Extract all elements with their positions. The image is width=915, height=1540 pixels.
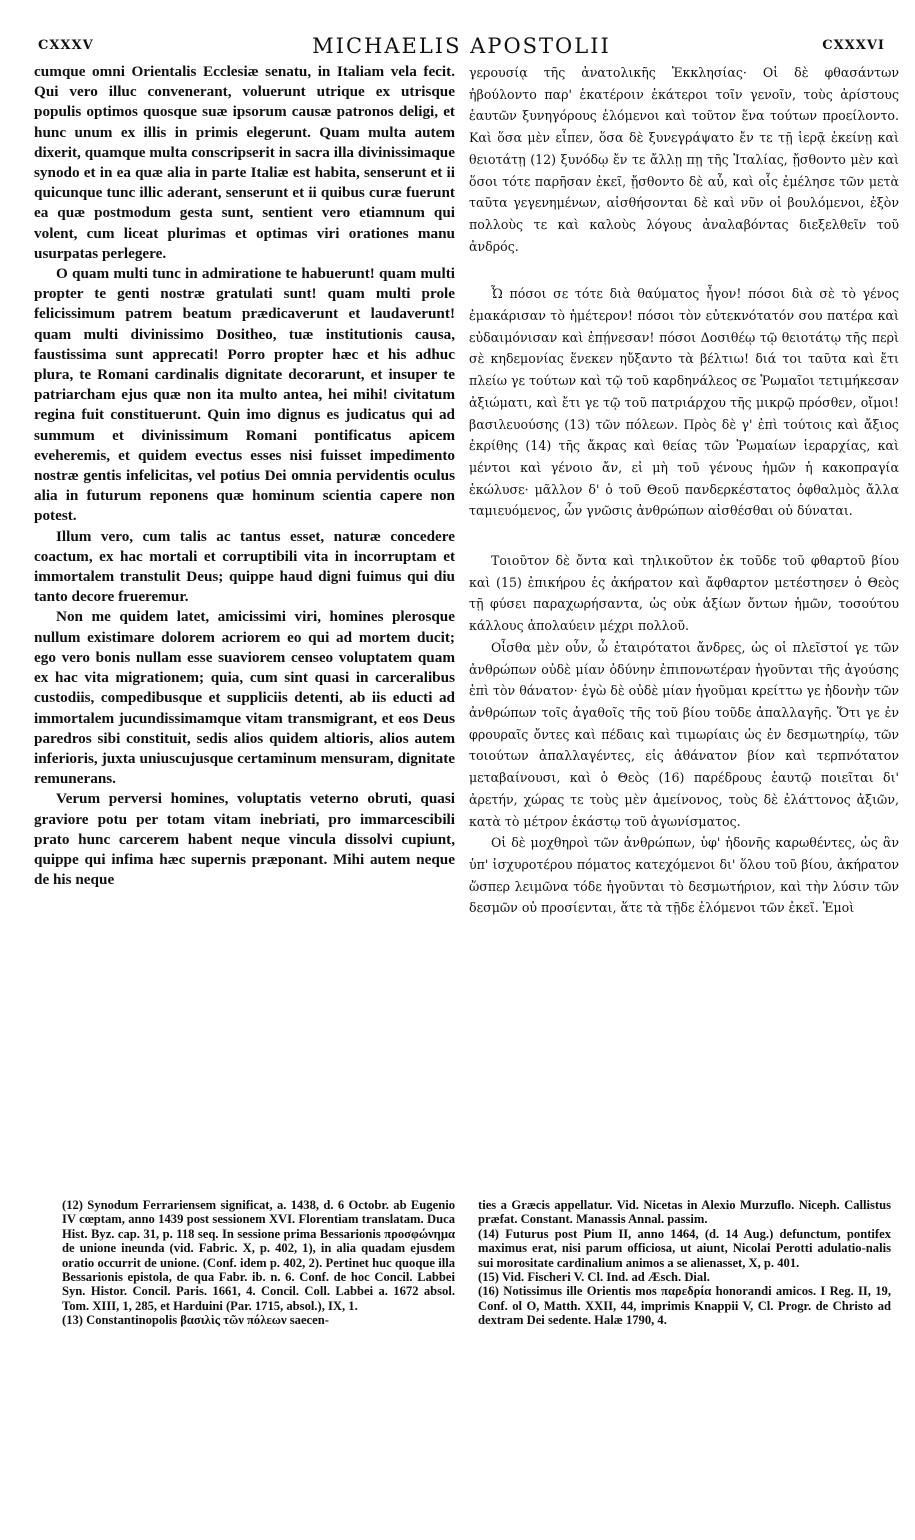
latin-paragraph: Verum perversi homines, voluptatis veterno obruti, quasi graviore potu per totam vitam inebriati, pro immarcescibili prato hunc carcerem habent neque vincula dissolvi cupiunt, quippe qui infima hæc supernis præponant. Mihi autem neque de his neque [34,790,455,889]
footnote: (12) Synodum Ferrariensem significat, a. 1438, d. 6 Octobr. ab Eugenio IV cœptam, anno 1439 post sessionem XVI. Florentiam translatam. Duca Hist. Byz. cap. 31, p. 118 seq. In sessione prima Bessarionis προσφώνημα de unione ineunda (vid. Fabric. X, p. 402, 1), in alia quadam ejusdem oratio occurrit de unione. (Conf. idem p. 402, 2). Pertinet huc quoque illa Bessarionis epistola, de qua Fabr. ib. n. 6. Conf. de hoc Concil. Labbei Syn. Histor. Concil. Paris. 1661, 4. Concil. Coll. Labbei a. 1672 absol. Tom. XIII, 1, 285, et Harduini (Par. 1715, absol.), IX, 1. [62,1198,455,1313]
footnote: (15) Vid. Fischeri V. Cl. Ind. ad Æsch. Dial. [478,1270,710,1285]
latin-paragraph: Illum vero, cum talis ac tantus esset, naturæ concedere coactum, ex hac mortali et corruptibili vita in incorruptam et immortalem transtulit Deus; quippe haud digni fuimus qui diu tanto decore frueremur. [34,527,455,606]
greek-paragraph: Τοιοῦτον δὲ ὄντα καὶ τηλικοῦτον ἐκ τοῦδε τοῦ φθαρτοῦ βίου καὶ (15) ἐπικήρου ἐς ἀκήρατον καὶ ἄφθαρτον μετέστησεν ὁ Θεὸς τῇ φύσει παραχωρήσαντα, ὡς οὐκ ἀξίων ὄντων ἡμῶν, τοσούτου κάλλους ἀπολαύειν μέχρι πολλοῦ. [469,553,899,634]
footnote: (13) Constantinopolis βασιλὶς τῶν πόλεων saecen- [62,1313,329,1328]
greek-column [469,62,899,1180]
greek-paragraph: Οἱ δὲ μοχθηροὶ τῶν ἀνθρώπων, ὑφ' ἡδονῆς καρωθέντες, ὡς ἂν ὑπ' ἰσχυροτέρου πόματος κατεχόμενοι δι' ὅλου τοῦ βίου, ἀκήρατον ὥσπερ λειμῶνα τόδε ἡγοῦνται τὸ δεσμωτήριον, καὶ τὴν λύσιν τῶν δεσμῶν οὐ προσίενται, ἅτε τὰ τῇδε ἑλόμενοι τῶν ἐκεῖ. Ἐμοὶ [469,835,899,916]
greek-paragraph: γερουσίᾳ τῆς ἀνατολικῆς Ἐκκλησίας· Οἱ δὲ φθασάντων ἠβούλοντο παρ' ἑκατέροιν ἑκάτεροι τοῖν γενοῖν, τοὺς ἀρίστους ἑαυτῶν ξυνηγόρους ἑλόμενοι καὶ τοῦτον ἕνα τούτων προείλοντο. Καὶ ὅσα μὲν εἶπεν, ὅσα δὲ ξυνεγράψατο ἔν τε τῇ ἱερᾷ ἐκείνῃ καὶ θειοτάτῃ (12) ξυνόδῳ ἔν τε ἄλλῃ πῃ τῆς Ἰταλίας, ᾔσθοντο μὲν καὶ ὅσοι τότε παρῆσαν ἐκεῖ, ᾔσθοντο δὲ αὖ, καὶ οἷς ἐμέλησε τῶν μετὰ ταῦτα γεγενημένων, αἰσθήσονται δὲ καὶ νῦν οἱ βουλόμενοι, ἐξὸν πολλοὺς τε καὶ καλοὺς λόγους ἀναλαβόντας διεξελθεῖν τοῦ ἀνδρός. [469,65,899,254]
greek-paragraph: Ὦ πόσοι σε τότε διὰ θαύματος ἦγον! πόσοι διὰ σὲ τὸ γένος ἐμακάρισαν τὸ ἡμέτερον! πόσοι τὸν εὐτεκνότατόν σου πατέρα καὶ εὐδαιμόνισαν καὶ ἐπῄνεσαν! πόσοι Δοσιθέῳ τῷ θειοτάτῳ τῆς περὶ σὲ κηδεμονίας ἕνεκεν ηὔξαντο τὰ βέλτιω! διά τοι ταῦτα καὶ ἔτι πλείω γε τούτων καὶ τῷ τοῦ καρδηνάλεος σε Ῥωμαῖοι τετιμήκεσαν ἀξιώματι, καὶ ἔτι γε τῷ τοῦ πατριάρχου τῆς μικρῷ πρόσθεν, οἴμοι! βασιλευούσης (13) τῶν πόλεων. Πρὸς δὲ γ' ἐπὶ τούτοις καὶ ἄξιος ἐκρίθης (14) τῆς ἄκρας καὶ θείας τῶν Ῥωμαίων ἱεραρχίας, καὶ μέντοι καὶ γένοιο ἄν, εἰ μὴ τοῦ γένους ἡμῶν ἡ κακοπραγία ἐκώλυσε· μᾶλλον δ' ὁ τοῦ Θεοῦ πανδερκέστατος ὀφθαλμὸς ἄλλα ταμιευόμενος, ὧν γνῶσις ἀνθρώπων αἰσθέσθαι οὐ δύναται. [469,286,899,519]
running-header [38,34,885,64]
latin-paragraph: Non me quidem latet, amicissimi viri, homines plerosque nullum existimare dolorem acriorem eo qui ad mortem ducit; ego vero bonis nullam esse suaviorem censeo voluptatem quam ex hac vita migrationem; quia, cum sint quasi in carceralibus custodiis, compedibusque et suppliciis detenti, ab iis educti ad immortalem jucundissimamque vitam transmigrant, et eos Deus paredros sibi constituit, sedis alios quidem altioris, alios autem inferioris, juxta uniuscujusque certaminum mensuram, dignitate remunerans. [34,608,455,788]
footnote: ties a Græcis appellatur. Vid. Nicetas in Alexio Murzuflo. Niceph. Callistus præfat. Constant. Manassis Annal. passim. [478,1198,891,1227]
footnote: (14) Futurus post Pium II, anno 1464, (d. 14 Aug.) defunctum, pontifex maximus erat, nisi parum officiosa, ut aiunt, Nicolai Perotti adulatio-nalis sui morositate cardinalium animos a se alienasset, X, p. 401. [478,1226,891,1270]
footnote: (16) Notissimus ille Orientis mos παρεδρία honorandi amicos. I Reg. II, 19, Conf. ol O, Matth. XXII, 44, imprimis Knappii V, Cl. Progr. de Christo ad dextram Dei sedente. Halæ 1790, 4. [478,1284,891,1328]
greek-paragraph: Οἶσθα μὲν οὖν, ὦ ἑταιρότατοι ἄνδρες, ὡς οἱ πλεῖστοί γε τῶν ἀνθρώπων οὐδὲ μίαν ὀδύνην ἐπιπονωτέραν ἡγοῦνται τῆς ἀγούσης ἐπὶ τὸν θάνατον· ἐγὼ δὲ οὐδὲ μίαν ἡγοῦμαι κρείττω γε ἡδονὴν τῶν ἀνθρώπων τοῖς ἀγαθοῖς τῆς τοῦ βίου τοῦδε ἀπαλλαγῆς. Ὅτι γε ἐν φρουραῖς ὄντες καὶ πέδαις καὶ τιμωρίαις ὡς ἐν δεσμωτηρίῳ, τῶν τοιούτων ἀπαλλαγέντες, εἰς ἀθάνατον βίον καὶ τερπνότατον μεταβαίνουσι, καὶ ὁ Θεὸς (16) παρέδρους ἑαυτῷ ποιεῖται δι' ἀρετήν, χώρας τε τοὺς μὲν ἀμείνονος, τοὺς δὲ ἐλάττονος ἀξιῶν, κατὰ τὸ μέτρον ἑκάστῳ τοῦ ἀγωνίσματος. [469,639,899,829]
footnotes-right [478,1198,891,1498]
footnotes-left [62,1198,455,1498]
latin-paragraph: O quam multi tunc in admiratione te habuerunt! quam multi propter te genti nostræ gratulati sunt! quam multi prole felicissimum patrem beatum prædicaverunt et laudaverunt! quam multi divinissimo Dositheo, tuæ institutionis causa, faustissima sunt apprecati! Porro propter hæc et his adhuc plura, te Romani cardinalis dignitate decorarunt, et insuper te patriarcham ejus quæ non ita multo antea, hei mihi! civitatum regina fuit constituerunt. Quin imo dignus es judicatus qui ad summum et divinissimum Romani pontificatus apicem eveheremis, et quidem evectus esses nisi fuisset impedimento nostræ gentis infelicitas, vel potius Dei omnia pervidentis oculus alia in futurum reponens quæ hominum scientia capere non potest. [34,265,455,525]
latin-paragraph: cumque omni Orientalis Ecclesiæ senatu, in Italiam vela fecit. Qui vero illuc convenerant, voluerunt utrique ex utrisque populis optimos quosque suæ ipsorum causæ patronos deligi, et hunc unum ex illis in primis elegerunt. Quam multa autem dixerit, quamque multa conscripserit in sacra illa divinissimaque synodo et in ea quæ alia in parte Italiæ est habita, senserunt et ii quicunque tunc illic aderant, senserunt et ii quibus curæ fuerunt ea quæ postmodum gesta sunt, sentient vero etiamnum qui volent, cum liceat plurimas et optimas viri orationes manu usurpatas perlegere. [34,63,455,262]
latin-column [34,62,455,1180]
running-title: MICHAELIS APOSTOLII [312,34,611,58]
page-number-left: CXXXV [38,38,94,53]
page-number-right: CXXXVI [822,38,885,53]
